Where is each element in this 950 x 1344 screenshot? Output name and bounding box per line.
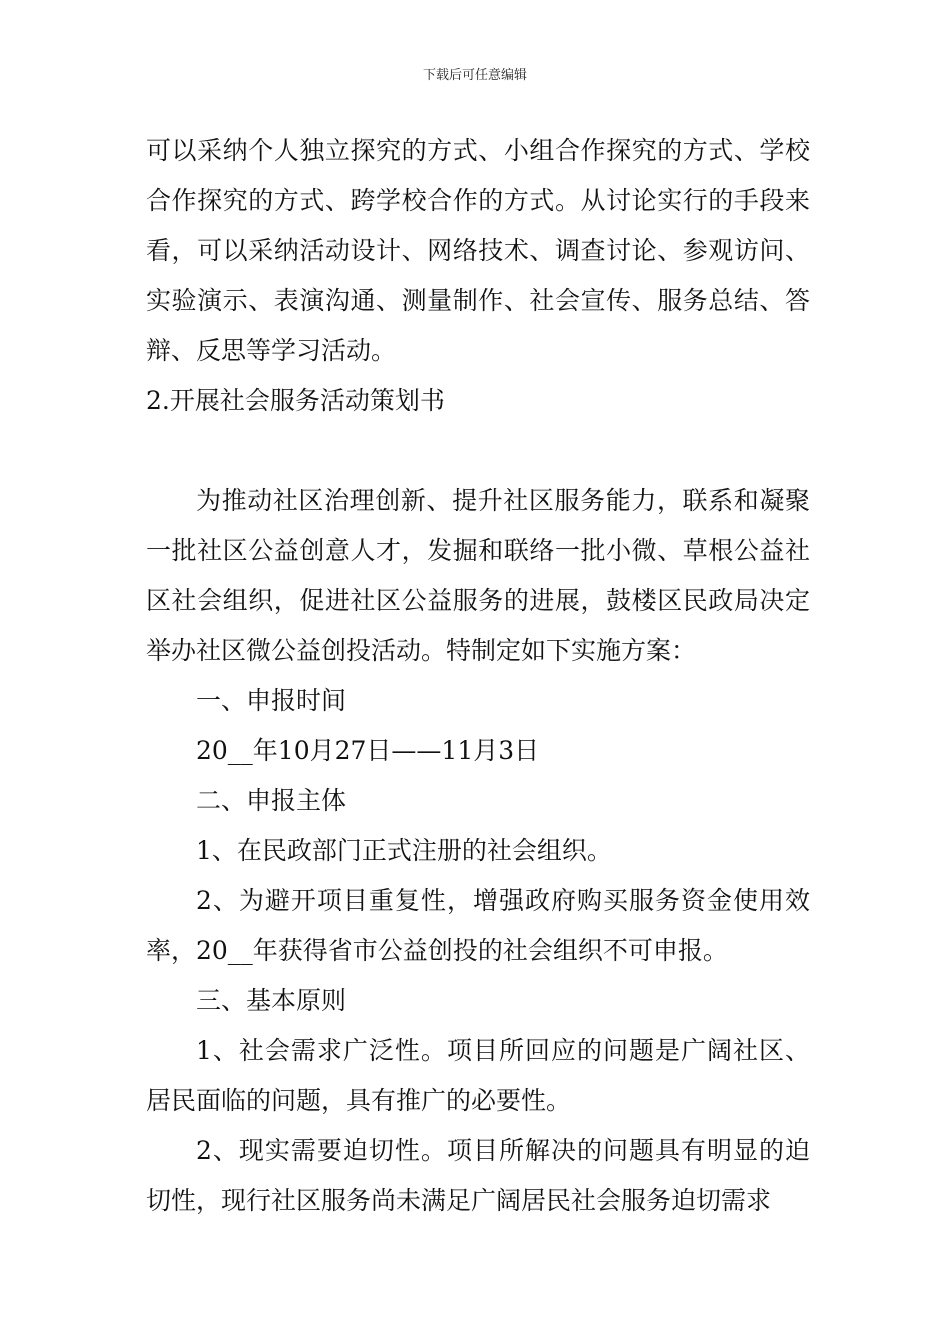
- application-date: 20__年10月27日——11月3日: [196, 736, 540, 765]
- document-body: [146, 126, 810, 1226]
- paragraph-continuation: 可以采纳个人独立探究的方式、小组合作探究的方式、学校合作探究的方式、跨学校合作的方式。从讨论实行的手段来看，可以采纳活动设计、网络技术、调查讨论、参观访问、实验演示、表演沟通、测量制作、社会宣传、服务总结、答辩、反思等学习活动。: [146, 136, 810, 365]
- applicant-item-1: 1、在民政部门正式注册的社会组织。: [196, 836, 612, 865]
- section-title: 2.开展社会服务活动策划书: [146, 386, 445, 415]
- page-header: 下载后可任意编辑: [422, 68, 527, 83]
- intro-paragraph: 为推动社区治理创新、提升社区服务能力，联系和凝聚一批社区公益创意人才，发掘和联络一批小微、草根公益社区社会组织，促进社区公益服务的进展，鼓楼区民政局决定举办社区微公益创投活动。特制定如下实施方案：: [146, 486, 810, 665]
- heading-applicant: 二、申报主体: [196, 786, 347, 815]
- blank-line: [146, 426, 810, 476]
- heading-application-time: 一、申报时间: [196, 686, 347, 715]
- heading-principles: 三、基本原则: [196, 986, 347, 1015]
- principle-item-1: 1、社会需求广泛性。项目所回应的问题是广阔社区、居民面临的问题，具有推广的必要性。: [146, 1036, 810, 1115]
- principle-item-2: 2、现实需要迫切性。项目所解决的问题具有明显的迫切性，现行社区服务尚未满足广阔居民社会服务迫切需求: [146, 1136, 810, 1215]
- applicant-item-2: 2、为避开项目重复性，增强政府购买服务资金使用效率，20__年获得省市公益创投的社会组织不可申报。: [146, 886, 810, 965]
